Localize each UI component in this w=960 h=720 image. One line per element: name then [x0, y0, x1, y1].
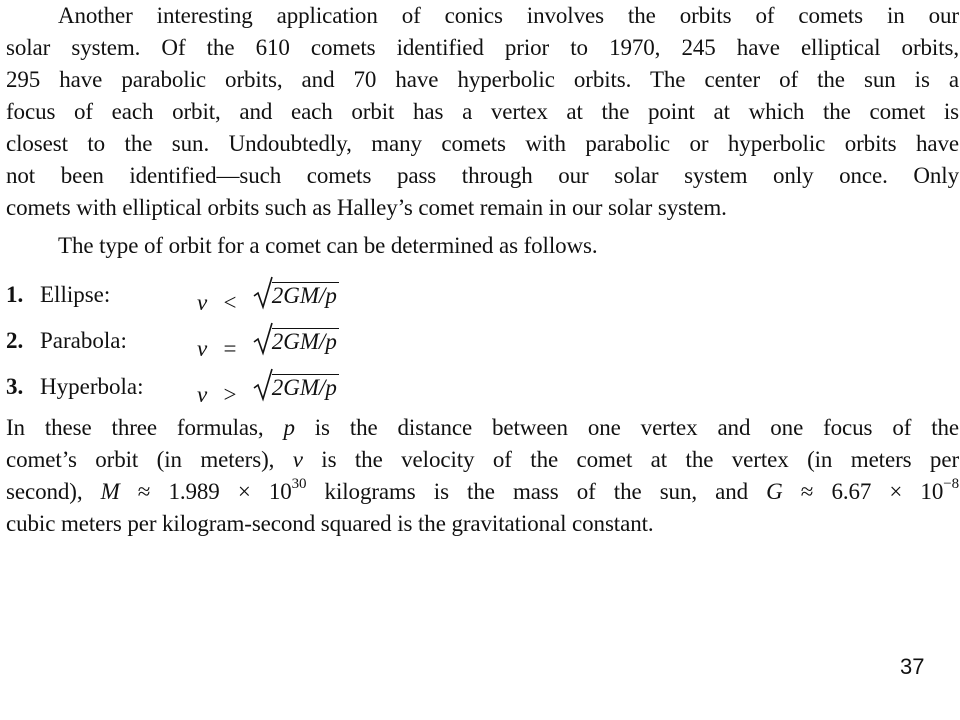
radicand: 2GM/p	[271, 375, 337, 400]
variable-M: M	[100, 479, 120, 504]
list-item-hyperbola	[6, 370, 506, 416]
paragraph-formula-definitions	[6, 412, 959, 540]
paragraph-line: cubic meters per kilogram-second squared is the gravitational constant.	[6, 511, 654, 536]
text-run: In these three formulas,	[6, 415, 284, 440]
formula-relation: >	[223, 382, 237, 407]
text-run: ≈ 6.67 × 10	[782, 479, 944, 504]
list-number: 3.	[6, 374, 24, 399]
text-run: second),	[6, 479, 101, 504]
square-root	[253, 282, 339, 310]
square-root	[253, 374, 339, 402]
variable-G: G	[766, 479, 783, 504]
text-run: is the distance between one vertex and one focus of the	[294, 415, 959, 440]
orbit-conditions-list	[6, 278, 506, 416]
list-label: Ellipse:	[40, 282, 111, 307]
exponent: 30	[291, 476, 307, 493]
formula-variable: v	[197, 290, 208, 315]
paragraph-line	[6, 444, 959, 476]
text-run: comet’s orbit (in meters),	[6, 447, 293, 472]
list-label: Parabola:	[40, 328, 127, 353]
paragraph-line: comets with elliptical orbits such as Halley’s comet remain in our solar system.	[6, 195, 727, 220]
list-label: Hyperbola:	[40, 374, 144, 399]
square-root	[253, 328, 339, 356]
radicand: 2GM/p	[271, 329, 337, 354]
radical-sign-icon	[253, 322, 273, 356]
text-run: is the velocity of the comet at the vertex (in meters per	[302, 447, 960, 472]
radical-sign-icon	[253, 276, 273, 310]
variable-v: v	[292, 447, 303, 472]
paragraph-line: focus of each orbit, and each orbit has a vertex at the point at which the comet is	[6, 99, 959, 124]
radical-sign-icon	[253, 368, 273, 402]
paragraph-line	[6, 476, 959, 508]
velocity-formula	[197, 328, 339, 362]
velocity-formula	[197, 282, 339, 316]
paragraph-line: solar system. Of the 610 comets identified prior to 1970, 245 have elliptical orbits,	[6, 35, 959, 60]
formula-variable: v	[197, 336, 208, 361]
paragraph-line: The type of orbit for a comet can be determined as follows.	[58, 233, 598, 258]
variable-p: p	[283, 415, 295, 440]
velocity-formula	[197, 374, 339, 408]
paragraph-line: 295 have parabolic orbits, and 70 have hyperbolic orbits. The center of the sun is a	[6, 67, 959, 92]
list-number: 2.	[6, 328, 24, 353]
formula-relation: =	[223, 336, 237, 361]
paragraph-line: not been identified—such comets pass through our solar system only once. Only	[6, 163, 959, 188]
text-run: kilograms is the mass of the sun, and	[306, 479, 767, 504]
paragraph-orbit-type-intro	[6, 230, 959, 262]
formula-variable: v	[197, 382, 208, 407]
exponent: −8	[943, 476, 959, 493]
paragraph-comet-orbits	[6, 0, 959, 224]
list-item-parabola	[6, 324, 506, 370]
paragraph-line	[6, 412, 959, 444]
paragraph-line: Another interesting application of conics involves the orbits of comets in our	[58, 3, 959, 28]
page-number: 37	[900, 654, 925, 679]
radicand: 2GM/p	[271, 283, 337, 308]
text-run: ≈ 1.989 × 10	[119, 479, 292, 504]
paragraph-line: closest to the sun. Undoubtedly, many comets with parabolic or hyperbolic orbits have	[6, 131, 959, 156]
formula-relation: <	[223, 290, 237, 315]
list-item-ellipse	[6, 278, 506, 324]
list-number: 1.	[6, 282, 24, 307]
